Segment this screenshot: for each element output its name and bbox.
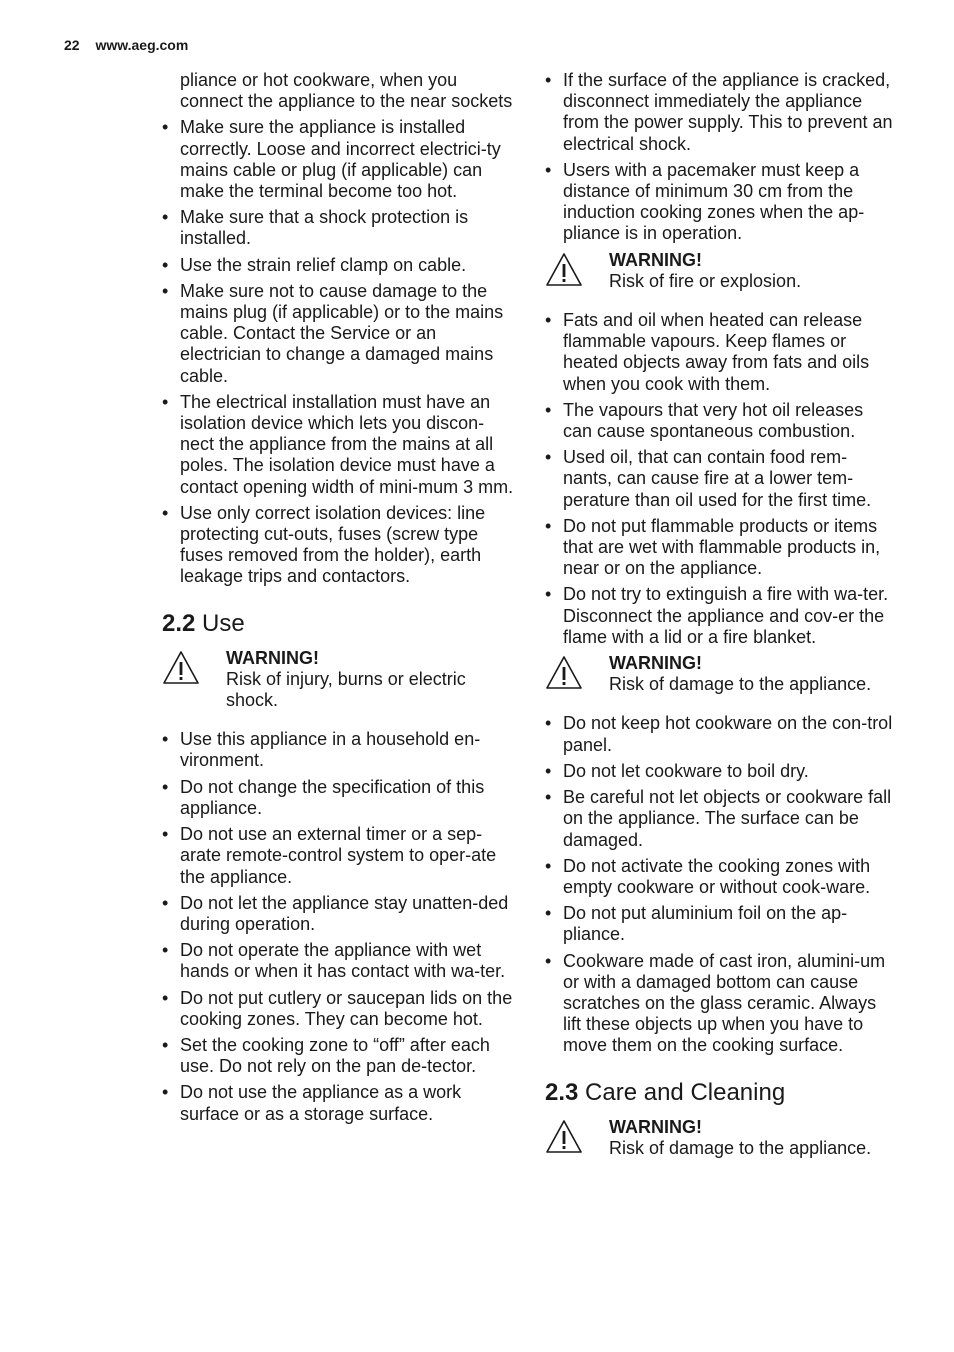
list-item: • Used oil, that can contain food rem-nants, can cause fire at a lower tem-perature than oil used for the first time. [545,447,895,511]
list-item: • If the surface of the appliance is cracked, disconnect immediately the appliance from the power supply. This to prevent an electrical shock. [545,70,895,155]
warning-icon [545,655,583,691]
list-item: • Do not activate the cooking zones with empty cookware or without cook-ware. [545,856,895,898]
warning-label: WARNING! [609,653,702,674]
warning-box [545,1117,895,1159]
list-item: • Do not put cutlery or saucepan lids on the cooking zones. They can become hot. [162,988,514,1030]
list-item: • The vapours that very hot oil releases can cause spontaneous combustion. [545,400,895,442]
list-item: • Fats and oil when heated can release flammable vapours. Keep flames or heated objects away from fats and oils when you cook with them. [545,310,895,395]
bullet-list [545,310,895,648]
list-item: • Do not operate the appliance with wet hands or when it has contact with wa-ter. [162,940,514,982]
warning-box [545,250,895,292]
section-title: Use [202,609,245,637]
list-item: • The electrical installation must have an isolation device which lets you discon-nect the appliance from the mains at all poles. The isolation device must have a contact opening width of mini-mum 3 mm. [162,392,514,498]
list-item: • Use this appliance in a household en-vironment. [162,729,514,771]
section-title: Care and Cleaning [585,1078,786,1106]
list-item: • Users with a pacemaker must keep a distance of minimum 30 cm from the induction cooking zones when the ap-pliance is in operation. [545,160,895,245]
section-number: 2.2 [162,609,196,637]
list-item: • Do not try to extinguish a fire with wa-ter. Disconnect the appliance and cov-er the flame with a lid or a fire blanket. [545,584,895,648]
warning-box [545,653,895,695]
warning-icon [162,650,200,686]
warning-box [162,648,514,712]
list-item: • Do not let the appliance stay unatten-ded during operation. [162,893,514,935]
bullet-list [162,117,514,587]
page-header [64,37,188,53]
site-url[interactable]: www.aeg.com [95,37,189,53]
page-number: 22 [64,37,80,53]
list-item: • Set the cooking zone to “off” after each use. Do not rely on the pan de-tector. [162,1035,514,1077]
list-item: • Do not change the specification of this appliance. [162,777,514,819]
bullet-list [545,70,895,245]
warning-label: WARNING! [226,647,319,668]
list-item: • Do not keep hot cookware on the con-trol panel. [545,713,895,755]
section-number: 2.3 [545,1078,579,1106]
list-item: • Make sure not to cause damage to the mains plug (if applicable) or to the mains cable. Contact the Service or an electrician to change a damaged mains cable. [162,281,514,387]
right-column [545,70,895,1177]
list-item: • Make sure that a shock protection is installed. [162,207,514,249]
section-heading-care-cleaning [545,1079,895,1107]
section-heading-use [162,610,514,638]
list-item: • Use only correct isolation devices: line protecting cut-outs, fuses (screw type fuses removed from the holder), earth leakage trips and contactors. [162,503,514,588]
warning-icon [545,1119,583,1155]
list-item: • Do not use the appliance as a work surface or as a storage surface. [162,1082,514,1124]
left-column [162,70,514,1130]
list-item: • Make sure the appliance is installed correctly. Loose and incorrect electrici-ty mains cable or plug (if applicable) can make the terminal become too hot. [162,117,514,202]
warning-text: Risk of injury, burns or electric shock. [226,668,466,711]
warning-icon [545,252,583,288]
warning-label: WARNING! [609,1116,702,1137]
bullet-list [545,713,895,1056]
list-item: • Do not put aluminium foil on the ap-pliance. [545,903,895,945]
list-item: • Be careful not let objects or cookware fall on the appliance. The surface can be damaged. [545,787,895,851]
warning-label: WARNING! [609,249,702,270]
warning-text: Risk of damage to the appliance. [609,674,872,695]
list-item: • Do not let cookware to boil dry. [545,761,895,782]
list-item: • Do not use an external timer or a sep-arate remote-control system to oper-ate the appliance. [162,824,514,888]
warning-text: Risk of damage to the appliance. [609,1137,872,1158]
list-item: • Do not put flammable products or items that are wet with flammable products in, near or on the appliance. [545,516,895,580]
list-item: • Cookware made of cast iron, alumini-um or with a damaged bottom can cause scratches on the glass ceramic. Always lift these objects up when you have to move them on the cooking surface. [545,951,895,1057]
warning-text: Risk of fire or explosion. [609,270,802,291]
bullet-list [162,729,514,1124]
list-item: • Use the strain relief clamp on cable. [162,255,514,276]
continuation-text: pliance or hot cookware, when you connect the appliance to the near sockets [180,70,513,112]
